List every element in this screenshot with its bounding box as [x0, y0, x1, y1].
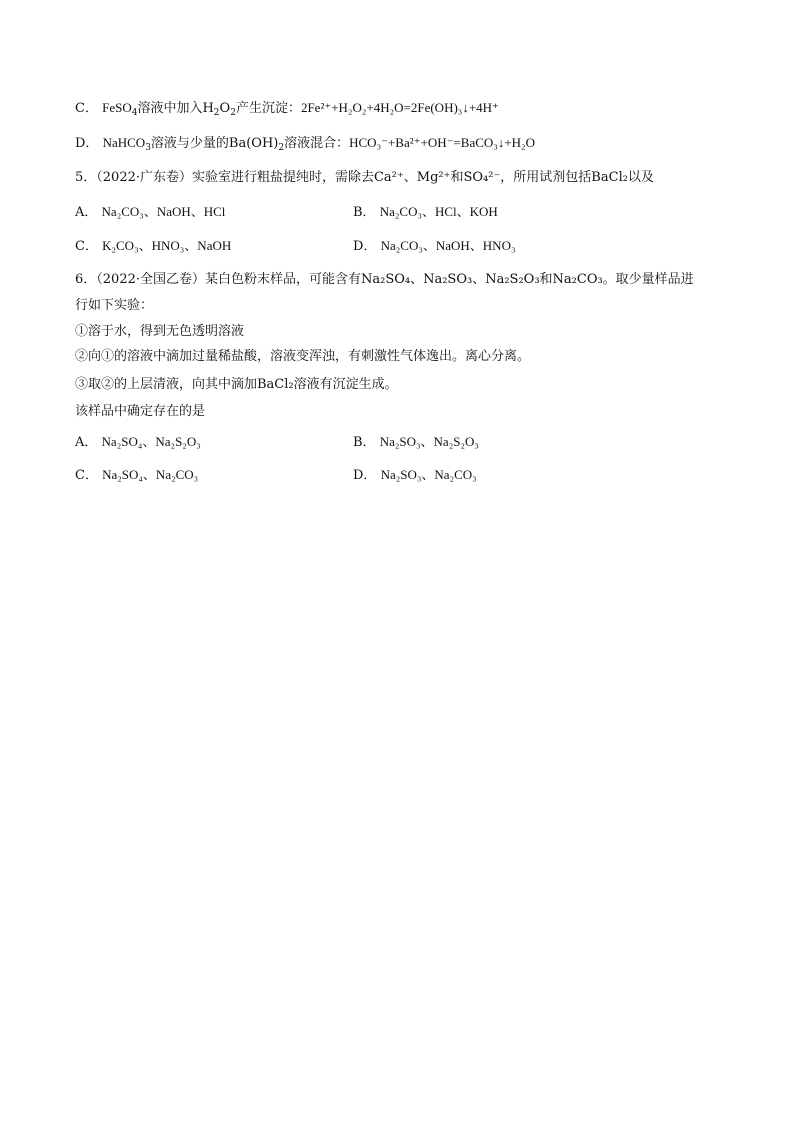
equation: 2Fe²⁺+H₂O₂+4H₂O=2Fe(OH)₃↓+4H⁺ — [300, 100, 499, 115]
subscript: 2 — [230, 108, 236, 118]
q6-option-b-text: Na₂SO₃、Na₂S₂O₃ — [379, 434, 479, 449]
q5-option-a-text: Na₂CO₃、NaOH、HCl — [101, 204, 226, 219]
q5-option-b-text: Na₂CO₃、HCl、KOH — [379, 204, 498, 219]
option-text-3: 溶液混合： — [284, 136, 350, 151]
option-text-1: FeSO — [102, 100, 132, 115]
q6-stem-line-1: 6．（2022·全国乙卷）某白色粉末样品，可能含有Na₂SO₄、Na₂SO₃、Na₂S₂O₃和Na₂CO₃。取少量样品进 — [75, 272, 694, 287]
subscript: 2 — [213, 108, 220, 118]
q5-options-row-1 — [75, 202, 225, 223]
option-label: D． — [353, 468, 377, 483]
option-label: A． — [75, 205, 98, 220]
q6-option-c-text: Na₂SO₄、Na₂CO₃ — [102, 467, 199, 482]
q6-step-1: ①溶于水，得到无色透明溶液 — [75, 324, 245, 339]
option-text-1: NaHCO — [102, 135, 146, 150]
option-text-2: 溶液与少量的Ba(OH) — [150, 136, 279, 151]
q6-option-d-text: Na₂SO₃、Na₂CO₃ — [380, 467, 477, 482]
q6-option-a-text: Na₂SO₄、Na₂S₂O₃ — [101, 434, 201, 449]
q5-option-c-text: K₂CO₃、HNO₃、NaOH — [102, 238, 232, 253]
option-label: D． — [353, 239, 377, 254]
option-text-3: 产生沉淀： — [235, 101, 301, 116]
option-label: C． — [75, 101, 98, 116]
q5-stem: 5．（2022·广东卷）实验室进行粗盐提纯时，需除去Ca²⁺、Mg²⁺和SO₄²⁻，所用试剂包括BaCl₂以及 — [75, 170, 654, 185]
equation: HCO₃⁻+Ba²⁺+OH⁻=BaCO₃↓+H₂O — [349, 135, 535, 150]
option-label: B． — [353, 435, 376, 450]
q4-option-c — [75, 98, 499, 123]
q4-option-d — [75, 133, 535, 158]
q5-option-b — [353, 202, 498, 223]
option-text-2: 溶液中加入H — [137, 101, 214, 116]
subscript: 3 — [145, 143, 151, 153]
q6-option-d — [353, 465, 477, 486]
q6-step-3: ③取②的上层清液，向其中滴加BaCl₂溶液有沉淀生成。 — [75, 377, 398, 392]
q6-question: 该样品中确定存在的是 — [75, 404, 206, 419]
q6-option-a — [75, 432, 201, 453]
q6-option-c — [75, 465, 198, 486]
q5-option-c — [75, 236, 231, 257]
option-label: A． — [75, 435, 98, 450]
q5-option-d — [353, 236, 516, 257]
q6-step-2: ②向①的溶液中滴加过量稀盐酸，溶液变浑浊，有刺激性气体逸出。离心分离。 — [75, 349, 531, 364]
subscript: 4 — [131, 108, 138, 118]
option-text-o: O — [219, 101, 231, 116]
q5-option-d-text: Na₂CO₃、NaOH、HNO₃ — [380, 238, 516, 253]
subscript: 2 — [278, 143, 285, 153]
option-label: D． — [75, 136, 99, 151]
option-label: C． — [75, 468, 98, 483]
option-label: B． — [353, 205, 376, 220]
q6-option-b — [353, 432, 479, 453]
option-label: C． — [75, 239, 98, 254]
q6-stem-line-2: 行如下实验： — [75, 298, 154, 313]
